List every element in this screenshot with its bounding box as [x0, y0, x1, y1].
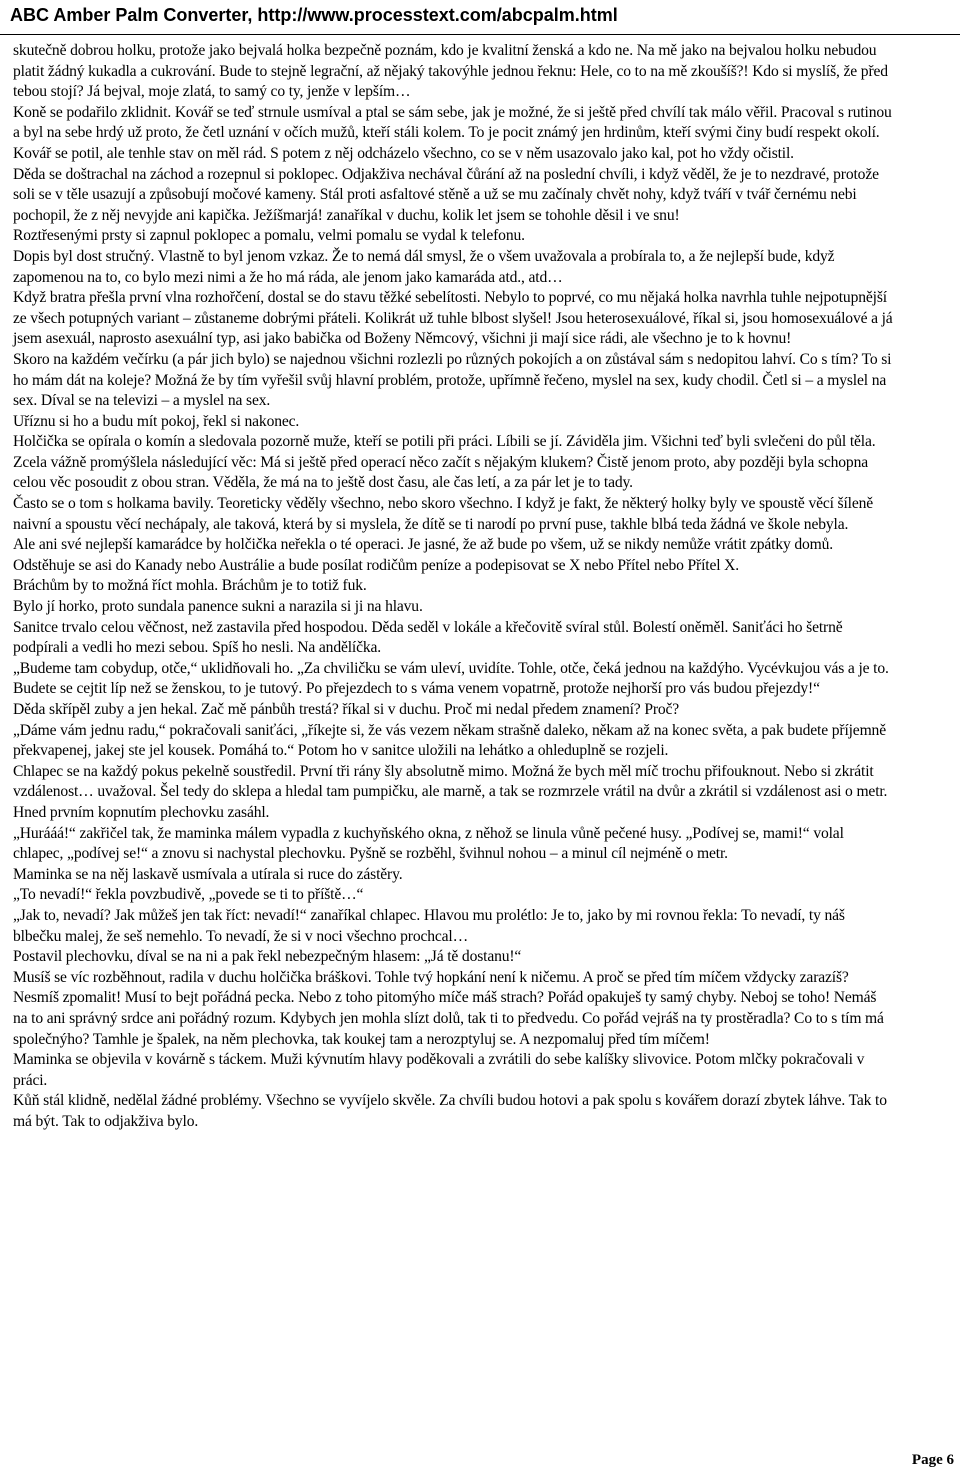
converter-header: ABC Amber Palm Converter, http://www.processtext.com/abcpalm.html: [10, 5, 618, 25]
paragraph: Skoro na každém večírku (a pár jich bylo) se najednou všichni rozlezli po různých pokojích a on zůstával sám s nedopitou lahví. Co s tím? To si ho mám dát na koleje? Možná že by tím vyřešil svůj hlavní problém, protože, upřímně řečeno, myslel na sex, kudy chodil. Četl si – a myslel na sex. Díval se na televizi – a myslel na sex.: [13, 350, 892, 410]
paragraph: Ale ani své nejlepší kamarádce by holčička neřekla o té operaci. Je jasné, že až bude po všem, už se nikdy nemůže vrátit zpátky domů. Odstěhuje se asi do Kanady nebo Austrálie a bude posílat rodičům peníze a podepisovat se X nebo Přítel nebo Přítel X.: [13, 536, 834, 574]
paragraph: Děda skřípěl zuby a jen hekal. Zač mě pánbůh trestá? říkal si v duchu. Proč mi nedal předem znamení? Proč?: [13, 701, 680, 718]
paragraph: Roztřesenými prsty si zapnul poklopec a pomalu, velmi pomalu se vydal k telefonu.: [13, 227, 525, 245]
paragraph: Postavil plechovku, díval se na ni a pak řekl nebezpečným hlasem: „Já tě dostanu!“: [13, 948, 522, 966]
header-rule: [0, 34, 960, 35]
paragraph: Často se o tom s holkama bavily. Teoreticky věděly všechno, nebo skoro všechno. I když je fakt, že některý holky byly ve spoustě věcí šíleně naivní a spoustu věcí nechápaly, ale taková, která by si myslela, že dítě se ti narodí po první puse, takhle blbá teda žádná ve škole nebyla.: [13, 495, 874, 533]
paragraph: „To nevadí!“ řekla povzbudivě, „povede se ti to příště…“: [13, 886, 364, 904]
paragraph: Kůň stál klidně, nedělal žádné problémy. Všechno se vyvíjelo skvěle. Za chvíli budou hotovi a pak spolu s kovářem dorazí zbytek láhve. Tak to má být. Tak to odjakživa bylo.: [13, 1092, 887, 1130]
paragraph: Koně se podařilo zklidnit. Kovář se teď strnule usmíval a ptal se sám sebe, jak je možné, že si ještě před chvílí tak málo věřil. Pracoval s rutinou a byl na sebe hrdý už proto, že četl uznání v očích mužů, kteří stáli kolem. To je pocit známý jen hrdinům, kteří svými činy budí respekt okolí. Kovář se potil, ale tenhle stav on měl rád. S potem z něj odcházelo všechno, co se v něm usazovalo jako kal, pot ho vždy očistil.: [13, 103, 892, 162]
paragraph: Dopis byl dost stručný. Vlastně to byl jenom vzkaz. Že to nemá dál smysl, že o všem uvažovala a probírala to, a že nejlepší bude, když zapomenou na to, co bylo mezi nimi a že ho má ráda, ale jenom jako kamaráda atd., atd…: [13, 247, 835, 286]
paragraph: Sanitce trvalo celou věčnost, než zastavila před hospodou. Děda seděl v lokále a křečovitě svíral stůl. Bolestí oněměl. Saniťáci ho šetrně podpírali a vedli ho mezi sebou. Spíš ho nesli. Na andělíčka.: [13, 618, 843, 657]
page-number: Page 6: [911, 1452, 954, 1468]
paragraph: „Jak to, nevadí? Jak můžeš jen tak říct: nevadí!“ zanaříkal chlapec. Hlavou mu prolétlo: Je to, jako by mi rovnou řekla: To nevadí, ty náš blbečku malej, že seš nemehlo. To nevadí, že si v noci všechno prochcal…: [13, 906, 845, 945]
paragraph: Musíš se víc rozběhnout, radila v duchu holčička bráškovi. Tohle tvý hopkání není k ničemu. A proč se před tím míčem vždycky zarazíš? Nesmíš zpomalit! Musí to bejt pořádná pecka. Nebo z toho pitomýho míče máš strach? Pořád opakuješ ty samý chyby. Neboj se toho! Nemáš na to ani správný srdce ani pořádný rozum. Kdybych jen mohla slízt dolů, tak ti to předvedu. Co pořád vejráš na ty prostěradla? Co to s tím má společnýho? Tamhle je špalek, na něm plechovka, tak koukej tam a nerozptyluj se. A nezpomaluj před tím míčem!: [13, 968, 884, 1048]
paragraph: Děda se doštrachal na záchod a rozepnul si poklopec. Odjakživa nechával čůrání až na poslední chvíli, i když věděl, že je to nezdravé, protože soli se v těle usazují a způsobují močové kameny. Stál proti asfaltové stěně a už se mu začínaly chvět nohy, když tváří v tvář černému nebi pochopil, že z něj nevyjde ani kapička. Ježíšmarjá! zanaříkal v duchu, kolik let jsem se tohohle děsil i ve snu!: [13, 165, 879, 224]
paragraph: Zcela vážně promýšlela následující věc: Má si ještě před operací něco začít s nějakým klukem? Čistě jenom proto, aby později byla schopna celou věc posoudit z obou stran. Věděla, že má na to ještě dost času, ale čas letí, a za pár let je to tady.: [13, 453, 868, 492]
paragraph: Když bratra přešla první vlna rozhořčení, dostal se do stavu těžké sebelítosti. Nebylo to poprvé, co mu nějaká holka navrhla tuhle nejpotupnější ze všech potupných variant – zůstaneme dobrými přáteli. Kolikrát už tuhle blbost slyšel! Jsou heterosexuálové, říkal si, jsou homosexuálové a já jsem asexuál, naprosto asexuální typ, asi jako babička od Boženy Němcový, všichni ji mají sice rádi, ale všechno je to k hovnu!: [13, 289, 893, 348]
document-body: [13, 41, 893, 1132]
paragraph: Bylo jí horko, proto sundala panence sukni a narazila si ji na hlavu.: [13, 598, 423, 616]
paragraph: Bráchům by to možná říct mohla. Bráchům je to totiž fuk.: [13, 577, 367, 595]
paragraph: „Dáme vám jednu radu,“ pokračovali saniťáci, „říkejte si, že vás vezem někam strašně daleko, někam až na konec světa, a pak budete příjemně překvapenej, jakej ste jel kousek. Pomáhá to.“ Potom ho v sanitce uložili na lehátko a ohleduplně se rozjeli.: [13, 721, 886, 760]
paragraph: Holčička se opírala o komín a sledovala pozorně muže, kteří se potili při práci. Líbili se jí. Záviděla jim. Všichni teď byli svlečeni do půl těla.: [13, 433, 876, 451]
paragraph: „Budeme tam cobydup, otče,“ uklidňovali ho. „Za chviličku se vám uleví, uvidíte. Tohle, otče, čeká jednou na každýho. Vycévkujou vás a je to. Budete se cejtit líp než se ženskou, to je tutový. Po přejezdech to s váma venem vopatrně, protože nejhorší pro vás budou přejezdy!“: [13, 659, 889, 698]
paragraph: Maminka se na něj laskavě usmívala a utírala si ruce do zástěry.: [13, 865, 403, 883]
paragraph: „Hurááá!“ zakřičel tak, že maminka málem vypadla z kuchyňského okna, z něhož se linula vůně pečené husy. „Podívej se, mami!“ volal chlapec, „podívej se!“ a znovu si nachystal plechovku. Pyšně se rozběhl, švihnul nohou – a minul cíl nejméně o metr.: [13, 824, 844, 863]
paragraph: skutečně dobrou holku, protože jako bejvalá holka bezpečně poznám, kdo je kvalitní ženská a kdo ne. Na mě jako na bejvalou holku nebudou platit žádný kukadla a cukrování. Bude to stejně legrační, až nějaký takovýhle jednou řeknu: Hele, co to na mě zkoušíš?! Kdo si myslíš, že před tebou stojí? Já bejval, moje zlatá, to samý co ty, jenže v lepším…: [13, 42, 888, 101]
paragraph: Chlapec se na každý pokus pekelně soustředil. První tři rány šly absolutně mimo. Možná že bych měl míč trochu přifouknout. Nebo si zkrátit vzdálenost… uvažoval. Šel tedy do sklepa a hledal tam pumpičku, ale marně, a tak se rozmrzele vrátil na dvůr a zkrátil si vzdálenost asi o metr. Hned prvním kopnutím plechovku zasáhl.: [13, 762, 888, 821]
paragraph: Uříznu si ho a budu mít pokoj, řekl si nakonec.: [13, 412, 300, 430]
paragraph: Maminka se objevila v kovárně s táckem. Muži kývnutím hlavy poděkovali a zvrátili do sebe kalíšky slivovice. Potom mlčky pokračovali v práci.: [13, 1051, 865, 1089]
